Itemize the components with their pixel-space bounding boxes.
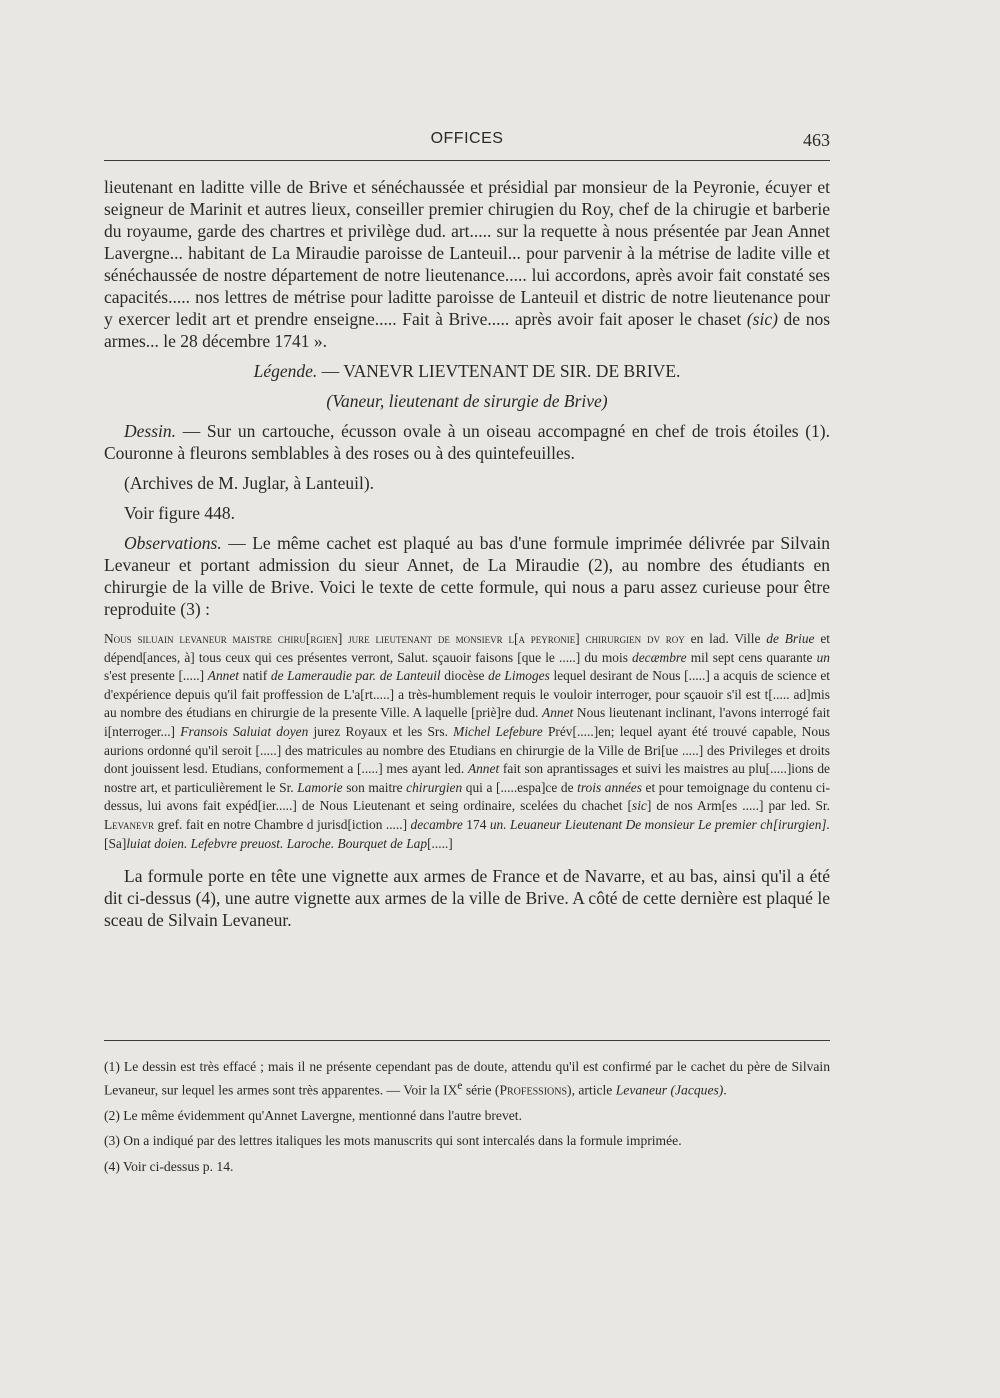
- legend-translation: (Vaneur, lieutenant de sirurgie de Brive): [326, 391, 608, 411]
- running-title: OFFICES: [430, 130, 504, 147]
- footnote-4: (4) Voir ci-dessus p. 14.: [104, 1158, 234, 1174]
- page-number: 463: [803, 130, 830, 150]
- observations-paragraph: Observations. — Le même cachet est plaqué au bas d'une formule imprimée délivrée par Silvain Levaneur et portant admission du sieur Annet, de La Miraudie (2), au nombre des étudiants en chirurgie de la ville de Brive. Voici le texte de cette formule, qui nous a paru assez curieuse pour être reproduite (3) :: [104, 533, 830, 619]
- voir-figure: Voir figure 448.: [124, 503, 235, 523]
- page-header: [104, 130, 830, 152]
- main-text: [104, 176, 830, 931]
- footnote-1: (1) Le dessin est très effacé ; mais il ne présente cependant pas de doute, attendu qu'il est confirmé par le cachet du père de Silvain Levaneur, sur lequel les armes sont très apparentes. — Voir la IXe série (Professions), article Levaneur (Jacques).: [104, 1059, 830, 1098]
- dessin-paragraph: Dessin. — Sur un cartouche, écusson ovale à un oiseau accompagné en chef de trois étoiles (1). Couronne à fleurons semblables à des roses ou à des quintefeuilles.: [104, 421, 830, 463]
- header-rule: [104, 160, 830, 161]
- printed-formula: Nous siluain levaneur maistre chiru[rgien] jure lieutenant de monsievr l[a peyronie] chirurgien dv roy en lad. Ville de Briue et dépend[ances, à] tous ceux qui ces présentes verront, Salut. sçauoir faisons [que le .....] du mois decæmbre mil sept cens quarante un s'est presente [.....] Annet natif de Lameraudie par. de Lanteuil diocèse de Limoges lequel desirant de Nous [.....] a acquis de science et d'expérience depuis qu'il fait proffession de L'a[rt.....] a très-humblement requis le vouloir interroger, pour sçauoir s'il est t[..... ad]mis au nombre des étudians en chirurgie de la presente Ville. A laquelle [priè]re dud. Annet Nous lieutenant inclinant, l'avons interrogé fait i[nterroger...] Fransois Saluiat doyen jurez Royaux et les Srs. Michel Lefebure Prév[.....]en; lequel ayant été trouvé capable, Nous aurions ordonné qu'il seroit [.....] des matricules au nombre des Etudians en chirurgie de la Ville de Bri[ue .....] des Privileges et droits dont jouissent lesd. Etudians, conformement a [.....] mes ayant led. Annet fait son aprantissages et suivi les maistres au plu[.....]ions de nostre art, et particulièrement le Sr. Lamorie son maitre chirurgien qui a [.....espa]ce de trois années et pour temoignage du contenu ci-dessus, lui avons fait expéd[ier.....] de Nous Lieutenant et seing ordinaire, scelées du chachet [sic] de nos Arm[es .....] par led. Sr. Levanevr gref. fait en notre Chambre d jurisd[iction .....] decambre 174 un. Leuaneur Lieutenant De monsieur Le premier ch[irurgien]. [Sa]luiat doien. Lefebvre preuost. Laroche. Bourquet de Lap[.....]: [104, 631, 831, 851]
- footnotes: [104, 1058, 830, 1183]
- footnote-3: (3) On a indiqué par des lettres italiques les mots manuscrits qui sont intercalés dans la formule imprimée.: [104, 1133, 682, 1149]
- legend-line: Légende. — VANEVR LIEVTENANT DE SIR. DE BRIVE.: [253, 361, 681, 381]
- conclusion-paragraph: La formule porte en tête une vignette aux armes de France et de Navarre, et au bas, ainsi qu'il a été dit ci-dessus (4), une autre vignette aux armes de la ville de Brive. A côté de cette dernière est plaqué le sceau de Silvain Levaneur.: [104, 866, 830, 931]
- footnote-rule: [104, 1040, 830, 1041]
- archives-note: (Archives de M. Juglar, à Lanteuil).: [124, 473, 375, 493]
- paragraph-letter-quote: lieutenant en laditte ville de Brive et sénéchaussée et présidial par monsieur de la Peyronie, écuyer et seigneur de Marinit et autres lieux, conseiller premier chirugien du Roy, chef de la chirugie et barberie du royaume, garde des chartres et privilège dud. art..... sur la requette à nous présentée par Jean Annet Lavergne... habitant de La Miraudie paroisse de Lanteuil... pour parvenir à la métrise de ladite ville et sénéchaussée de nostre département de notre lieutenance..... lui accordons, après avoir fait constaté ses capacités..... nos lettres de métrise pour laditte paroisse de Lanteuil et distric de notre lieutenance pour y exercer ledit art et prendre enseigne..... Fait à Brive..... après avoir fait aposer le chaset (sic) de nos armes... le 28 décembre 1741 ».: [104, 177, 831, 351]
- footnote-2: (2) Le même évidemment qu'Annet Lavergne, mentionné dans l'autre brevet.: [104, 1107, 522, 1123]
